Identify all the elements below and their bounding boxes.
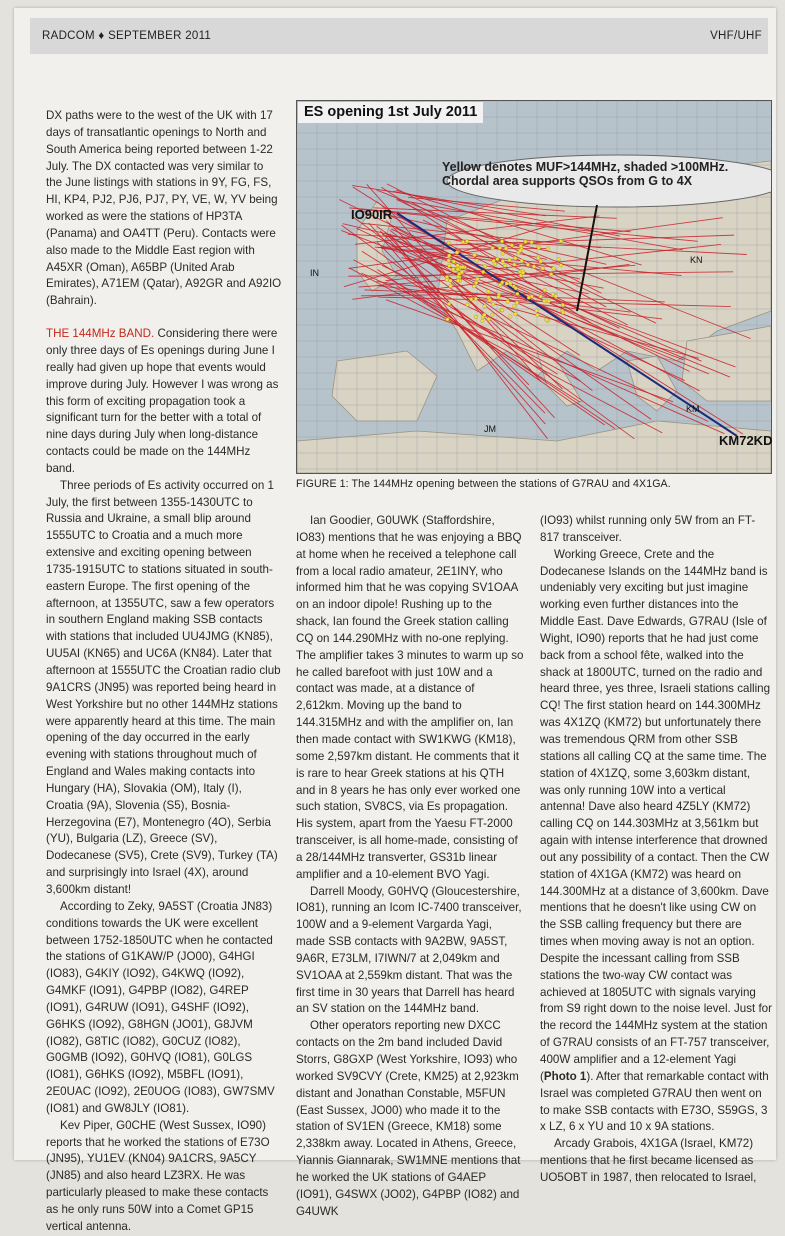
muf-point xyxy=(503,264,507,268)
muf-point xyxy=(530,240,534,244)
paragraph: Other operators reporting new DXCC contacts on the 2m band included David Storrs, G8GXP (West Yorkshire, IO93) who worked SV9CVY (Crete, KM25) at 2,923km distant and Jonathan Constable, M5FUN (East Sussex, JO00) who made it to the station of SV1EN (Greece, KM18) some 2,338km away. Located in Athens, Greece, Yiannis Giannarak, SW1MNE mentions that he worked the UK stations of G4AEP (IO91), G4SWX (JO02), G4PBP (IO82) and G4UWK xyxy=(296,1019,521,1218)
paragraph: According to Zeky, 9A5ST (Croatia JN83) conditions towards the UK were excellent between 1752-1850UTC when he contacted the stations of G1KAW/P (JO00), G4HGI (IO83), G4KIY (IO92), G4KWQ (IO92), G4MKF (IO91), G4PBP (IO82), G4REP (IO91), G4RUW (IO91), G4SHF (IO92), G6HKS (IO92), G8HGN (JO01), G8JVM (IO82), G8TIC (IO82), G0CUZ (IO82), G0GMB (IO92), G0HVQ (IO81), G0LGS (IO81), G6HKS (IO92), M5BFL (IO91), 2E0UAC (IO92), 2E0UOG (IO83), GW7SMV (IO81) and GW8JLY (IO81). xyxy=(46,899,275,1115)
muf-point xyxy=(491,302,495,306)
propagation-map xyxy=(296,100,772,474)
photo-reference: Photo 1 xyxy=(543,1069,587,1083)
muf-point xyxy=(447,241,451,245)
muf-point xyxy=(483,313,487,317)
paragraph-text: ). After that remarkable contact with Israel was completed G7RAU then went on to make SSB contacts with E73O, S59GS, 3 x LZ, 6 x YU and 10 x 9A stations. xyxy=(540,1069,769,1134)
muf-point xyxy=(530,295,534,299)
muf-point xyxy=(541,266,545,270)
muf-point xyxy=(474,281,478,285)
muf-point xyxy=(449,284,453,288)
callout-line: Chordal area supports QSOs from G to 4X xyxy=(442,174,693,188)
paragraph xyxy=(540,547,772,1137)
muf-point xyxy=(483,264,487,268)
grid-label-km: KM xyxy=(686,404,700,414)
muf-point xyxy=(557,258,561,262)
paragraph: (IO93) whilst running only 5W from an FT-817 transceiver. xyxy=(540,514,756,544)
muf-point xyxy=(545,318,549,322)
header-publication: RADCOM ♦ SEPTEMBER 2011 xyxy=(42,30,212,42)
muf-point xyxy=(552,267,556,271)
muf-point xyxy=(455,251,459,255)
muf-point xyxy=(492,259,496,263)
muf-point xyxy=(506,300,510,304)
muf-point xyxy=(508,281,512,285)
muf-point xyxy=(514,286,518,290)
muf-point xyxy=(481,319,485,323)
muf-point xyxy=(520,259,524,263)
paragraph: Ian Goodier, G0UWK (Staffordshire, IO83) mentions that he was enjoying a BBQ at home when he received a telephone call from a local radio amateur, 2E1INY, who informed him that he was copying SV1OAA on an indoor dipole! Rushing up to the shack, Ian found the Greek station calling CQ on 144.290MHz with no-one replying. The amplifier takes 3 minutes to warm up so he called barefoot with just 10W and a contact was made, at a distance of 2,612km. Moving up the band to 144.315MHz and with the amplifier on, Ian then made contact with SW1KWG (KM18), some 2,597km distant. He comments that it is rare to hear Greek stations at his QTH and in 8 years he has only ever worked one such station, SV8CS, via Es propagation. His system, apart from the Yaesu FT-2000 transceiver, is all home-made, consisting of a 28/144MHz transverter, GS31b linear amplifier and a 10-element BVO Yagi. xyxy=(296,514,524,881)
figure-callout xyxy=(442,160,758,188)
muf-point xyxy=(543,288,547,292)
section-heading: THE 144MHz BAND. xyxy=(46,327,155,341)
muf-point xyxy=(491,246,495,250)
muf-point xyxy=(536,313,540,317)
grid-label-kn: KN xyxy=(690,255,703,265)
paragraph: DX paths were to the west of the UK with 17 days of transatlantic openings to North and South America being reported between 1-22 July. The DX contacted was very similar to the June listings with stations in 9Y, FG, FS, HI, KP4, PJ2, PJ6, PJ7, PY, VE, W, YV being worked as were the stations of HP3TA (Panama) and OA4TT (Peru). Contacts were also made to the Middle East region with A45XR (Oman), A65BP (United Arab Emirates), A71EM (Qatar), A92GR and A92IO (Bahrain). xyxy=(46,109,282,308)
muf-point xyxy=(500,239,504,243)
muf-point xyxy=(559,239,563,243)
muf-point xyxy=(498,246,502,250)
muf-point xyxy=(519,249,523,253)
muf-point xyxy=(521,271,525,275)
callout-line: Yellow denotes MUF>144MHz, shaded >100MHz. xyxy=(442,160,729,174)
muf-point xyxy=(491,313,495,317)
column-2 xyxy=(296,513,524,1220)
muf-point xyxy=(456,279,460,283)
paragraph: Kev Piper, G0CHE (West Sussex, IO90) reports that he worked the stations of E73O (JN95), YU1EV (KN04) 9A1CRS, 9A5CY (JN85) and also heard LZ3RX. He was particularly pleased to make these contacts as he only runs 50W into a Comet GP15 vertical antenna. xyxy=(46,1118,270,1233)
muf-point xyxy=(469,297,473,301)
muf-point xyxy=(456,275,460,279)
label-start-locator: IO90IR xyxy=(351,207,393,222)
paragraph xyxy=(46,326,282,478)
muf-point xyxy=(461,240,465,244)
muf-point xyxy=(513,263,517,267)
muf-point xyxy=(537,246,541,250)
muf-point xyxy=(509,315,513,319)
map-graphic xyxy=(297,101,771,473)
figure-caption: FIGURE 1: The 144MHz opening between the stations of G7RAU and 4X1GA. xyxy=(296,478,671,490)
muf-point xyxy=(446,317,450,321)
muf-point xyxy=(535,309,539,313)
muf-point xyxy=(452,260,456,264)
muf-point xyxy=(501,259,505,263)
muf-point xyxy=(539,260,543,264)
muf-point xyxy=(498,283,502,287)
paragraph-text: Working Greece, Crete and the Dodecanese Islands on the 144MHz band is undeniably very exciting but just imagine working even further distances into the Middle East. Dave Edwards, G7RAU (Isle of Wight, IO90) reports that he had just come back from a school fête, walked into the shack at 1800UTC, turned on the radio and heard three, yes three, Israeli stations calling CQ! The first station heard on 144.300MHz was 4X1ZQ (KM72) but unfortunately there was tremendous QRM from other SSB stations all calling CQ at the same time. The station of 4X1ZQ, some 3,603km distant, was only running 10W into a vertical antenna! Dave also heard 4Z5LY (KM72) calling CQ on 144.303MHz at 3,561km but again with intense interference that drowned out any possibility of a contact. Then the CW station of 4X1GA (KM72) was heard on 144.300MHz at a distance of 3,600km. Dave mentions that he doesn't like using CW on the SSB calling frequency but there are times when moving away is not an option. Despite the incessant calling from SSB stations the two-way CW contact was achieved at 1805UTC with signals varying from S9 right down to the noise level. Just for the record the 144MHz system at the station of G7RAU consists of an FT-757 transceiver, 400W amplifier and a 12-element Yagi ( xyxy=(540,547,772,1083)
muf-point xyxy=(561,311,565,315)
muf-point xyxy=(549,272,553,276)
muf-point xyxy=(476,277,480,281)
muf-point xyxy=(561,303,565,307)
header-section: VHF/UHF xyxy=(710,30,762,42)
label-end-locator: KM72KD xyxy=(719,433,773,448)
muf-point xyxy=(474,315,478,319)
muf-point xyxy=(514,256,518,260)
muf-point xyxy=(451,267,455,271)
muf-point xyxy=(514,312,518,316)
muf-point xyxy=(512,304,516,308)
muf-point xyxy=(519,244,523,248)
muf-point xyxy=(536,256,540,260)
muf-point xyxy=(473,253,477,257)
muf-point xyxy=(515,301,519,305)
muf-point xyxy=(505,282,509,286)
muf-point xyxy=(539,295,543,299)
muf-point xyxy=(496,257,500,261)
muf-point xyxy=(524,240,528,244)
muf-point xyxy=(465,239,469,243)
muf-point xyxy=(542,299,546,303)
muf-point xyxy=(447,254,451,258)
muf-point xyxy=(445,275,449,279)
muf-point xyxy=(475,259,479,263)
muf-point xyxy=(559,263,563,267)
muf-point xyxy=(551,292,555,296)
column-3 xyxy=(540,513,772,1187)
paragraph-text: Considering there were only three days of Es openings during June I really had given up hope that events would improve during July. However I was wrong as this form of exciting propagation took a significant turn for the better with a total of nine days during July when long-distance contacts could be made on the 144MHz band. xyxy=(46,327,279,475)
muf-point xyxy=(546,247,550,251)
paragraph: Darrell Moody, G0HVQ (Gloucestershire, IO81), running an Icom IC-7400 transceiver, 100W and a 9-element Vargarda Yagi, made SSB contacts with 9A2BW, 9A5ST, 9A6R, E73LM, I7IWN/7 at 2,049km and SV1OAA at 2,559km distant. That was the first time in 30 years that Darrell has heard an SV station on the 144MHz band. xyxy=(296,884,522,1016)
muf-point xyxy=(447,302,451,306)
muf-point xyxy=(532,265,536,269)
muf-point xyxy=(526,263,530,267)
muf-point xyxy=(447,259,451,263)
muf-point xyxy=(487,290,491,294)
column-1 xyxy=(46,108,282,1236)
muf-point xyxy=(474,297,478,301)
muf-point xyxy=(448,264,452,268)
muf-point xyxy=(481,270,485,274)
muf-point xyxy=(487,295,491,299)
muf-point xyxy=(472,284,476,288)
muf-point xyxy=(466,303,470,307)
grid-label-in: IN xyxy=(310,268,319,278)
muf-point xyxy=(497,295,501,299)
page-header xyxy=(30,18,768,54)
muf-point xyxy=(483,305,487,309)
muf-point xyxy=(501,252,505,256)
muf-point xyxy=(487,317,491,321)
figure-title: ES opening 1st July 2011 xyxy=(298,102,483,123)
muf-point xyxy=(516,292,520,296)
paragraph: Arcady Grabois, 4X1GA (Israel, KM72) mentions that he first became licensed as UO5OBT in 1987, then relocated to Israel, xyxy=(540,1137,757,1184)
muf-point xyxy=(547,299,551,303)
muf-point xyxy=(461,265,465,269)
paragraph: Three periods of Es activity occurred on 1 July, the first between 1355-1430UTC to Russia and Ukraine, a small blip around 1555UTC to Croatia and a much more extensive and exciting opening between 1735-1915UTC to stations situated in south-eastern Europe. The first opening of the afternoon, at 1355UTC, saw a few operators in southern England making SSB contacts with stations that included UU4JMG (KN85), UU5AI (KN65) and UC6A (KN84). Later that afternoon at 1555UTC the Croatian radio club 9A1CRS (JN95) was reported being heard in West Yorkshire but no other 144MHz stations were apparently heard at this time. The main opening of the day occurred in the early evening with stations throughout much of England and Wales making contacts into Hungary (HA), Slovakia (OM), Italy (I), Croatia (9A), Slovenia (S5), Bosnia-Herzegovina (E7), Montenegro (4O), Serbia (YU), Bulgaria (LZ), Greece (SV), Dodecanese (SV5), Crete (SV9), Turkey (TA) and surprisingly into Israel (4X), around 3,600km distant! xyxy=(46,478,281,896)
muf-point xyxy=(500,308,504,312)
muf-point xyxy=(508,258,512,262)
muf-point xyxy=(449,279,453,283)
muf-point xyxy=(510,243,514,247)
grid-label-jm: JM xyxy=(484,424,496,434)
muf-point xyxy=(504,247,508,251)
